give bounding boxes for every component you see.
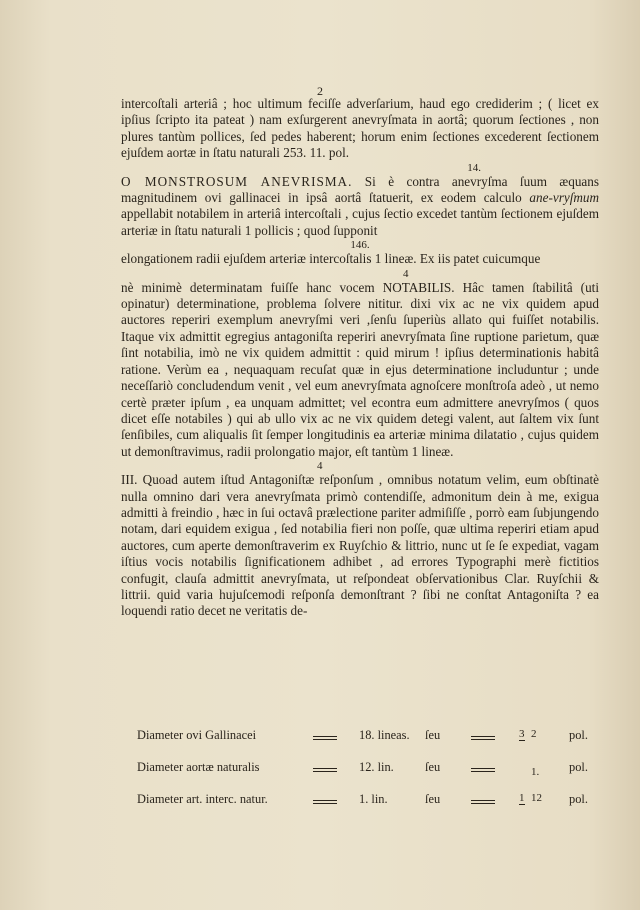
diameter-table xyxy=(121,722,599,818)
paragraph-2-cont: elongationem radii ejuſdem arteriæ intercoſtalis 1 lineæ. Ex iis patet cuicumque xyxy=(121,251,541,267)
fraction-denominator: 14. xyxy=(467,161,481,174)
paragraph-3: nè minimè determinatam fuiſſe hanc vocem NOTABILIS. Hâc tamen ſtabilitâ (uti opinatur) determinatione, problema ſolvere nititur. dixi vix ac ne vix quidem apud auctores reperiri exemplum anevryſmi veri ,ſenſu ſuperiùs allato qui fuiſſet notabilis. Itaque vix admittit egregius antagoniſta reperiri anevryſmata ſine ruptione parietum, quæ ſint notabilia, imò ne vix quidem admittit : quid mirum ! ipſius determinationis habitâ ratione. Verùm ea , nequaquam recuſat quæ in ejus determinatione includuntur ; unde neceſſariò concludendum venit , vel eum anevryſmata agnoſcere monſtroſa adeò , ut nemo certè præter ipſum , ea unquam admittet; vel econtra eum admittere anevryſmos ( quos dicet eſſe notabiles ) qui ab ullo vix ac ne vix quidem detegi valent, aut ſaltem vix ſunt ſenſibiles, cum aliqualis ſit ſemper longitudinis ea arteriæ minima dilatatio , cujus quidem ut demonſtravimus, radii prolongatio major, eſt tantùm 1 lineæ. xyxy=(121,279,599,459)
table-row: Diameter art. interc. natur. 1. lin. ſeu 1 12 pol. xyxy=(137,792,588,806)
fraction-denominator: 146. xyxy=(350,239,370,252)
paragraph-2: O MONSTROSUM ANEVRISMA. Si è contra anevryſma ſuum æquans magnitudinem ovi gallinacei in ipsâ aortâ ſtatuerit, ex eodem calculo ane-vryſmum appellabit notabilem in arteriâ intercoſtali , cujus ſectio excedet tantùm ſectionem ejuſdem arteriæ in ſtatu naturali 1 pollicis ; quod ſupponit xyxy=(121,173,599,238)
fraction-denominator: 4 xyxy=(317,460,323,473)
table-row: Diameter aortæ naturalis 12. lin. ſeu 1. pol. xyxy=(137,760,588,778)
paragraph-1: intercoſtali arteriâ ; hoc ultimum feciſſe adverſarium, haud ego crediderim ; ( licet ex ipſius ſcripto ita pateat ) nam exſurgerent anevryſmata in aortâ; quorum ſectiones , non plures tantùm pollices, ſed pedes haberent; horum enim ſectiones excederent ſectionem ejuſdem aortæ in ſtatu naturali 253. 11. pol. xyxy=(121,96,599,161)
page-number: 2 xyxy=(317,84,323,98)
section-heading: O MONSTROSUM ANEVRISMA. xyxy=(121,173,353,189)
table-row: Diameter ovi Gallinacei 18. lineas. ſeu 3 2 pol. xyxy=(137,728,588,742)
fraction-denominator: 4 xyxy=(403,267,409,280)
paragraph-4: III. Quoad autem iſtud Antagoniſtæ reſponſum , omnibus notatum velim, eum obſtinatè nulla omnino dari vera anevryſmata primò contendiſſe, admonitum dein à me, exigua admitti à freindio , hæc in ſui octavâ prælectione pariter admiſiſſe , porrò eam ſubjungendo notam, dari equidem exigua , ſed notabilia fieri non poſſe, quæ ultima reperiri etiam apud auctores, cum aperte demonſtraverim ex Ruyſchio & littrio, nunc ut ſe ſe expediat, vagam iſtius vocis notabilis ſignificationem adhibet , ad errores Typographi merè fictitios confugit, clauſa admittit anevryſmata, ut reſpondeat obſervationibus Clar. Ruyſchii & littrii. quid varia hujuſcemodi reſponſa demonſtrant ? ſibi ne conſtat Antagoniſta ? ea loquendi ratio decet ne veritatis de- xyxy=(121,472,599,619)
body-text xyxy=(121,96,599,620)
